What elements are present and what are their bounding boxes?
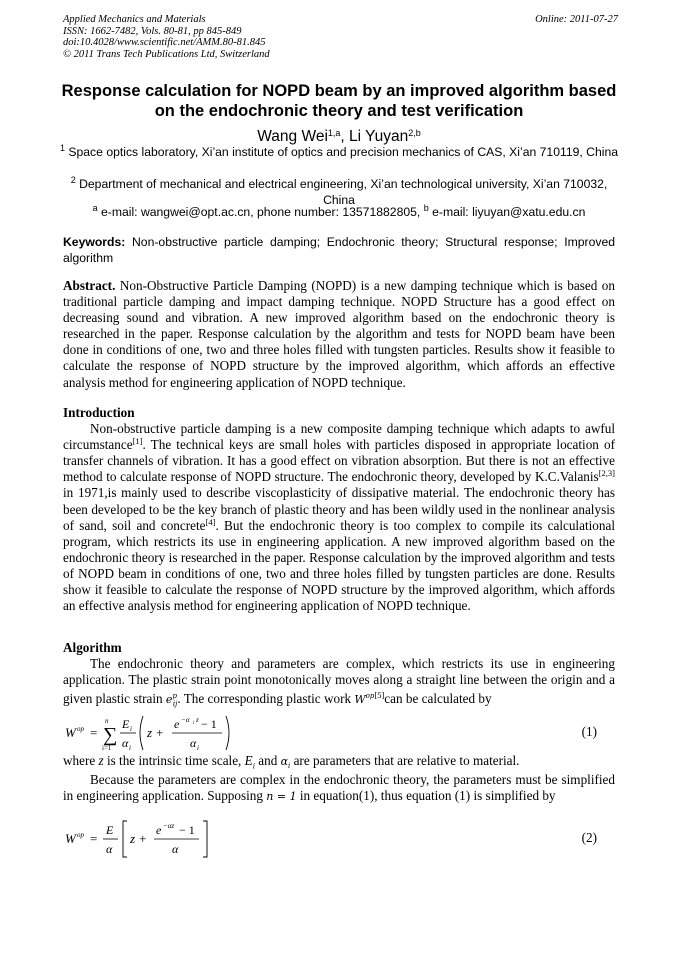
keywords-block — [63, 235, 615, 266]
author-2: Li Yuyan — [349, 128, 409, 145]
affiliation-1-text: Space optics laboratory, Xi’an institute of optics and precision mechanics of CAS, Xi’an 710119, China — [68, 145, 619, 159]
author-separator: , — [340, 128, 350, 145]
eq1-frac-num-sub: i — [130, 725, 132, 733]
eq1-lhs-sup: op — [77, 725, 84, 733]
keywords-label: Keywords: — [63, 235, 126, 249]
introduction-section — [63, 405, 615, 614]
where-alpha: $\alpha_i$ — [280, 755, 291, 771]
eq1-z: z + — [147, 725, 165, 740]
eq1-inner-exp-sub: i — [193, 721, 195, 726]
author-1-affil: 1,a — [327, 128, 341, 138]
intro-text-2: . The technical keys are small holes with particles disposed in appropriate location of transfer channels of vibration. It has a good effect on vibration absorption. But there is not an effective method to calculate response of NOPD structure. The endochronic theory, developed by K.C.Valanis — [63, 437, 615, 485]
equation-1-graphic — [63, 712, 263, 756]
author-1: Wang Wei — [257, 128, 328, 145]
eq1-sum-bottom: i=1 — [102, 744, 112, 752]
eq2-inner-num: e — [156, 823, 162, 837]
keywords-text: Non-obstructive particle damping; Endochronic theory; Structural response; Improved algorithm — [63, 235, 616, 265]
abstract-text: Non-Obstructive Particle Damping (NOPD) is a new damping technique which is based on traditional particle damping and impact damping technique. NOPD Structure has a good effect on decreasing sound and vibration. A new improved algorithm based on the endochronic theory is researched in the paper. Response calculation by the algorithm and tests for NOPD beam have been done in conditions of one, two and three holes filled with tungsten particles. Results show it feasible to calculate the response of NOPD structure by the improved algorithm, which affords an effective analysis method for engineering application of NOPD technique. — [63, 278, 615, 390]
eq1-equals: = — [90, 725, 98, 740]
citation-5: [5] — [374, 690, 385, 701]
doi-line: doi:10.4028/www.scientific.net/AMM.80-81.845 — [63, 37, 266, 49]
where-text-d: are parameters that are relative to material. — [293, 753, 520, 768]
citation-2-3: [2,3] — [598, 468, 615, 479]
eq1-sum-top: n — [105, 717, 109, 725]
eq1-inner-den: α — [190, 736, 197, 750]
intro-text-1: Non-obstructive particle damping is a new composite damping technique which adapts to awful circumstance — [63, 421, 615, 453]
algorithm-text-3b: in equation(1), thus equation (1) is simplified by — [299, 788, 556, 804]
online-date: Online: 2011-07-27 — [535, 14, 618, 25]
eq2-frac-den: α — [106, 842, 113, 856]
title-line-1: Response calculation for NOPD beam by an improved algorithm based — [61, 82, 617, 100]
where-text-b: is the intrinsic time scale, — [106, 753, 242, 768]
where-z: z — [98, 753, 104, 768]
copyright-line: © 2011 Trans Tech Publications Ltd, Switzerland — [63, 48, 270, 60]
paper-title — [50, 81, 628, 121]
intro-text-3: in 1971,is mainly used to describe viscoplasticity of dissipative material. The endochronic theory has been developed to be the key branch of plastic theory and has been wildly used in the nonlinear analysis of sand, soil and concrete — [63, 485, 615, 533]
eq1-frac-num: E — [122, 717, 130, 731]
affiliation-1 — [58, 141, 620, 161]
algorithm-heading: Algorithm — [63, 640, 122, 655]
eq2-equals: = — [90, 831, 98, 846]
abstract-block — [63, 278, 615, 391]
plastic-work-symbol: $W^{op}$ — [354, 692, 375, 707]
citation-1: [1] — [132, 436, 143, 447]
email-a-text: e-mail: wangwei@opt.ac.cn, phone number: 13571882805, — [101, 205, 421, 219]
journal-name: Applied Mechanics and Materials — [63, 14, 206, 25]
eq1-right-paren — [226, 716, 229, 750]
citation-4: [4] — [205, 516, 216, 527]
author-2-affil: 2,b — [408, 128, 421, 138]
eq2-inner-den: α — [172, 842, 179, 856]
eq1-frac-den: α — [122, 736, 129, 750]
n-equals-one: n = 1 — [266, 790, 297, 804]
issn-line: ISSN: 1662-7482, Vols. 80-81, pp 845-849 — [63, 25, 242, 37]
where-E-sub: i — [252, 761, 255, 771]
equation-2-graphic — [63, 818, 263, 862]
eq2-lhs: W — [65, 831, 76, 846]
title-line-2: on the endochronic theory and test verification — [154, 102, 524, 120]
where-E: E — [244, 753, 253, 768]
affiliation-1-marker: 1 — [59, 143, 65, 153]
plastic-strain-symbol: $e^p_{ij}$ — [165, 692, 178, 709]
eq2-left-bracket — [123, 821, 127, 857]
eq1-inner-exp-z: z — [196, 716, 199, 724]
equation-2-number: (2) — [581, 830, 597, 845]
eq2-inner-tail: − 1 — [179, 823, 195, 837]
where-text-c: and — [258, 753, 278, 768]
eq2-frac-num: E — [106, 823, 114, 837]
journal-header — [63, 14, 618, 60]
equation-1-number: (1) — [581, 724, 597, 739]
affiliation-2-text: Department of mechanical and electrical engineering, Xi’an technological university, Xi’an 710032, China — [79, 177, 608, 207]
eq2-right-bracket — [203, 821, 207, 857]
algorithm-text-1: The endochronic theory and parameters are complex, which restricts its use in engineering application. The plastic strain point monotonically moves along a straight line between the origin and a given plastic strain — [63, 656, 615, 707]
introduction-heading: Introduction — [63, 405, 135, 420]
affiliation-2-marker: 2 — [70, 175, 76, 185]
eq1-left-paren — [140, 716, 143, 750]
email-b-text: e-mail: liyuyan@xatu.edu.cn — [432, 205, 586, 219]
eq1-inner-exp: −α — [181, 716, 190, 724]
eq1-inner-den-sub: i — [197, 744, 199, 752]
eq1-frac-den-sub: i — [129, 744, 131, 752]
abstract-label: Abstract. — [63, 278, 116, 293]
eq2-inner-exp: −αz — [163, 822, 175, 830]
eq1-inner-tail: − 1 — [201, 717, 217, 731]
algorithm-text-1c: can be calculated by — [384, 691, 492, 707]
eq1-inner-num: e — [174, 717, 180, 731]
contact-emails — [58, 201, 620, 221]
intro-text-4: . But the endochronic theory is too complex to compile its calculational program, which restricts its use in engineering application. A new improved algorithm based on the endochronic theory is researched in the paper. Response calculation by the improved algorithm and tests of NOPD beam in conditions of one, two and three holes filled by tungsten particles are done. Results show it feasible to calculate the response of NOPD structure by the improved algorithm, which affords an effective analysis method for engineering application of NOPD technique. — [63, 517, 615, 614]
eq1-lhs: W — [65, 725, 76, 740]
eq1-sum: ∑ — [103, 724, 118, 746]
email-b-marker: b — [423, 203, 429, 213]
equation-2 — [63, 818, 615, 858]
algorithm-section — [63, 640, 615, 713]
eq2-lhs-sup: op — [77, 831, 84, 839]
algorithm-text-3a: Because the parameters are complex in the endochronic theory, the parameters must be simplified in engineering application. Supposing — [63, 772, 615, 804]
where-text-a: where — [63, 753, 96, 768]
algorithm-text-1b: . The corresponding plastic work — [177, 691, 352, 707]
algorithm-paragraph-3 — [63, 772, 615, 805]
email-a-marker: a — [92, 203, 98, 213]
equation-1 — [63, 712, 615, 752]
eq2-z: z + — [130, 831, 148, 846]
